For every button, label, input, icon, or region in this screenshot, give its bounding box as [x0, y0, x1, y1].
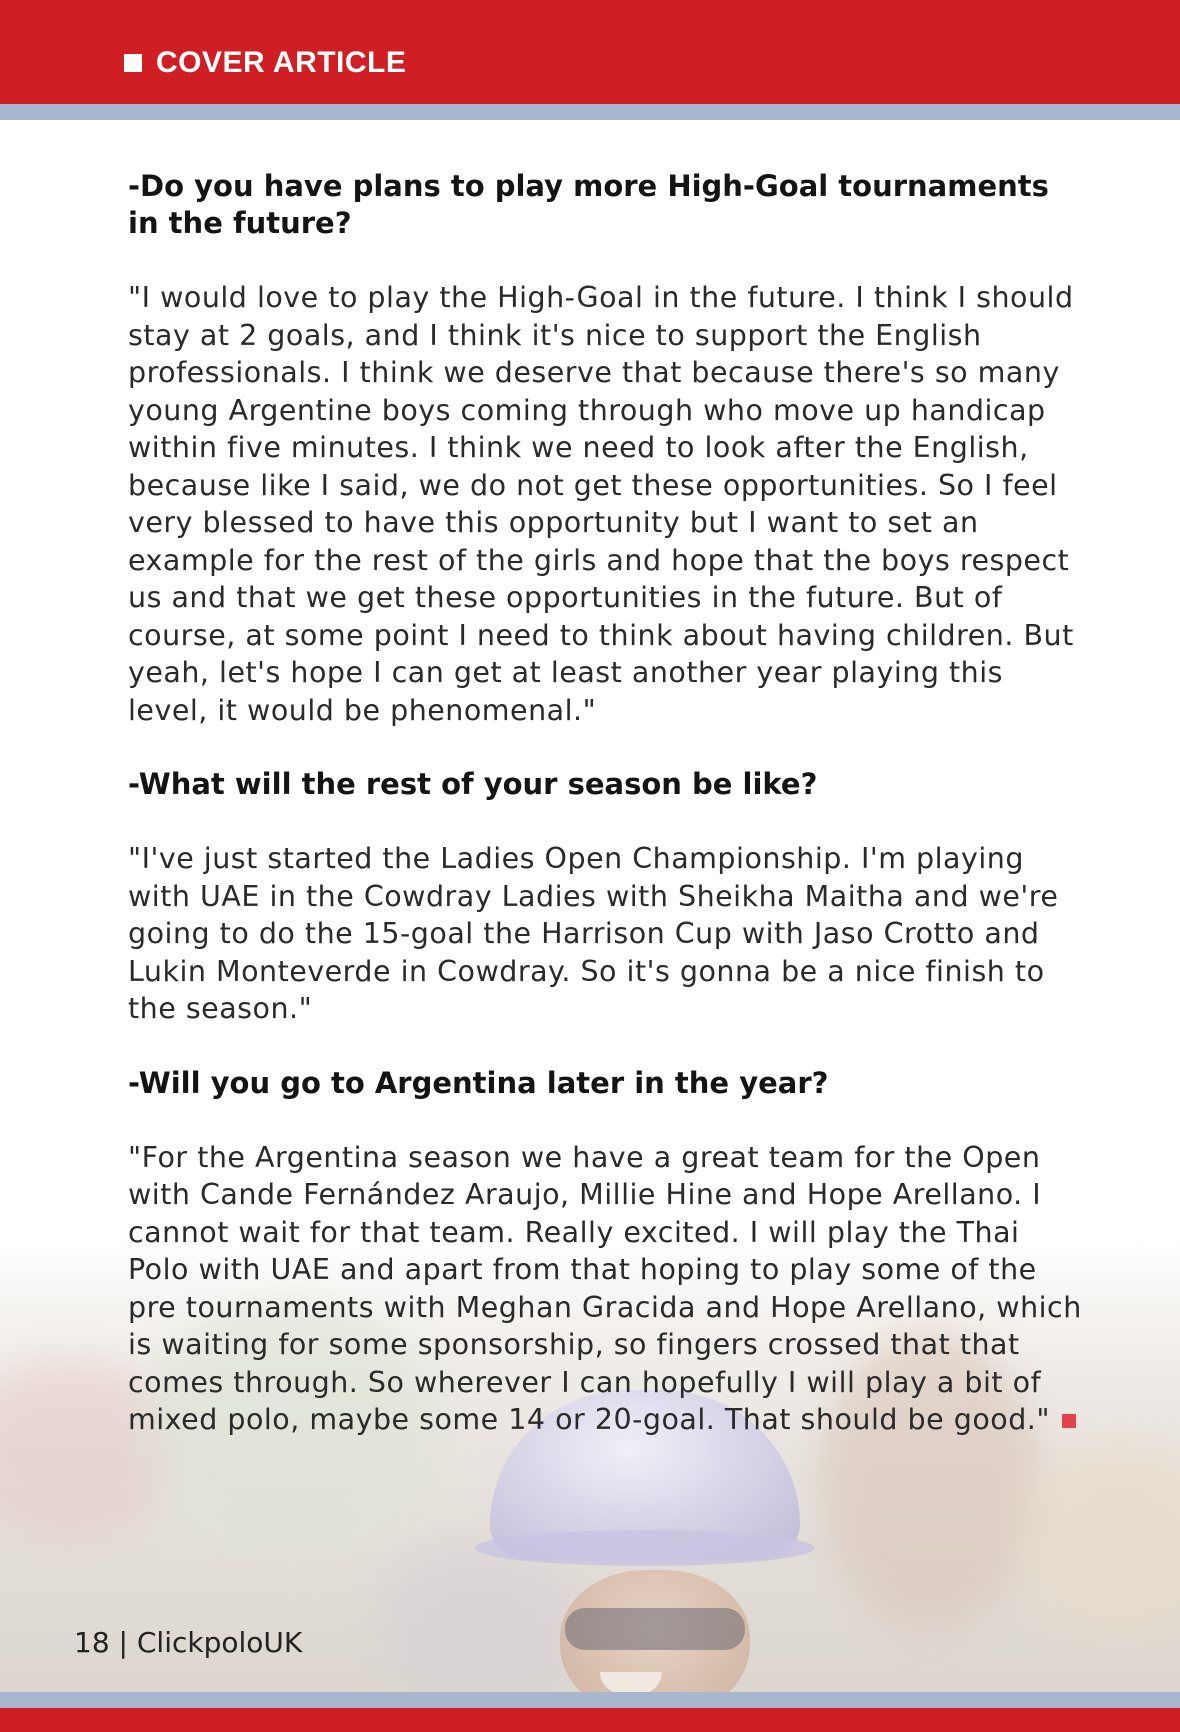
header-stripe — [0, 104, 1180, 120]
end-mark-icon — [1062, 1414, 1076, 1428]
article-body — [128, 168, 1088, 1439]
section-label — [124, 46, 406, 80]
answer-2: "I've just started the Ladies Open Championship. I'm playing with UAE in the Cowdray Ladies with Sheikha Maitha and we're going to do the 15-goal the Harrison Cup with Jaso Crotto and Lukin Monteverde in Cowdray. So it's gonna be a nice finish to the season." — [128, 842, 1059, 1025]
section-label-text: COVER ARTICLE — [156, 46, 407, 79]
helmet-brim — [475, 1530, 815, 1566]
answer-1: "I would love to play the High-Goal in the future. I think I should stay at 2 goals, and I think it's nice to support the English professionals. I think we deserve that because there's so many young Argentine boys coming through who move up handicap within five minutes. I think we need to look after the English, because like I said, we do not get these opportunities. So I feel very blessed to have this opportunity but I want to set an example for the rest of the girls and hope that the boys respect us and that we get these opportunities in the future. But of course, at some point I need to think about having children. But yeah, let's hope I can get at least another year playing this level, it would be phenomenal." — [128, 281, 1074, 727]
footer-stripe — [0, 1692, 1180, 1708]
page-folio: 18 | ClickpoloUK — [74, 1626, 303, 1659]
answer-3-wrapper — [128, 1139, 1088, 1439]
question-3: -Will you go to Argentina later in the year? — [128, 1065, 829, 1100]
answer-3: "For the Argentina season we have a great team for the Open with Cande Fernández Araujo, Millie Hine and Hope Arellano. I cannot wait for that team. Really excited. I will play the Thai Polo with UAE and apart from that hoping to play some of the pre tournaments with Meghan Gracida and Hope Arellano, which is waiting for some sponsorship, so fingers crossed that that comes through. So wherever I can hopefully I will play a bit of mixed polo, maybe some 14 or 20-goal. That should be good." — [128, 1140, 1082, 1436]
question-1: -Do you have plans to play more High-Goal tournaments in the future? — [128, 169, 1049, 240]
footer-band — [0, 1708, 1180, 1732]
question-2: -What will the rest of your season be like? — [128, 767, 818, 801]
goggles — [565, 1608, 745, 1650]
smile — [600, 1672, 662, 1692]
square-bullet-icon — [124, 54, 142, 72]
